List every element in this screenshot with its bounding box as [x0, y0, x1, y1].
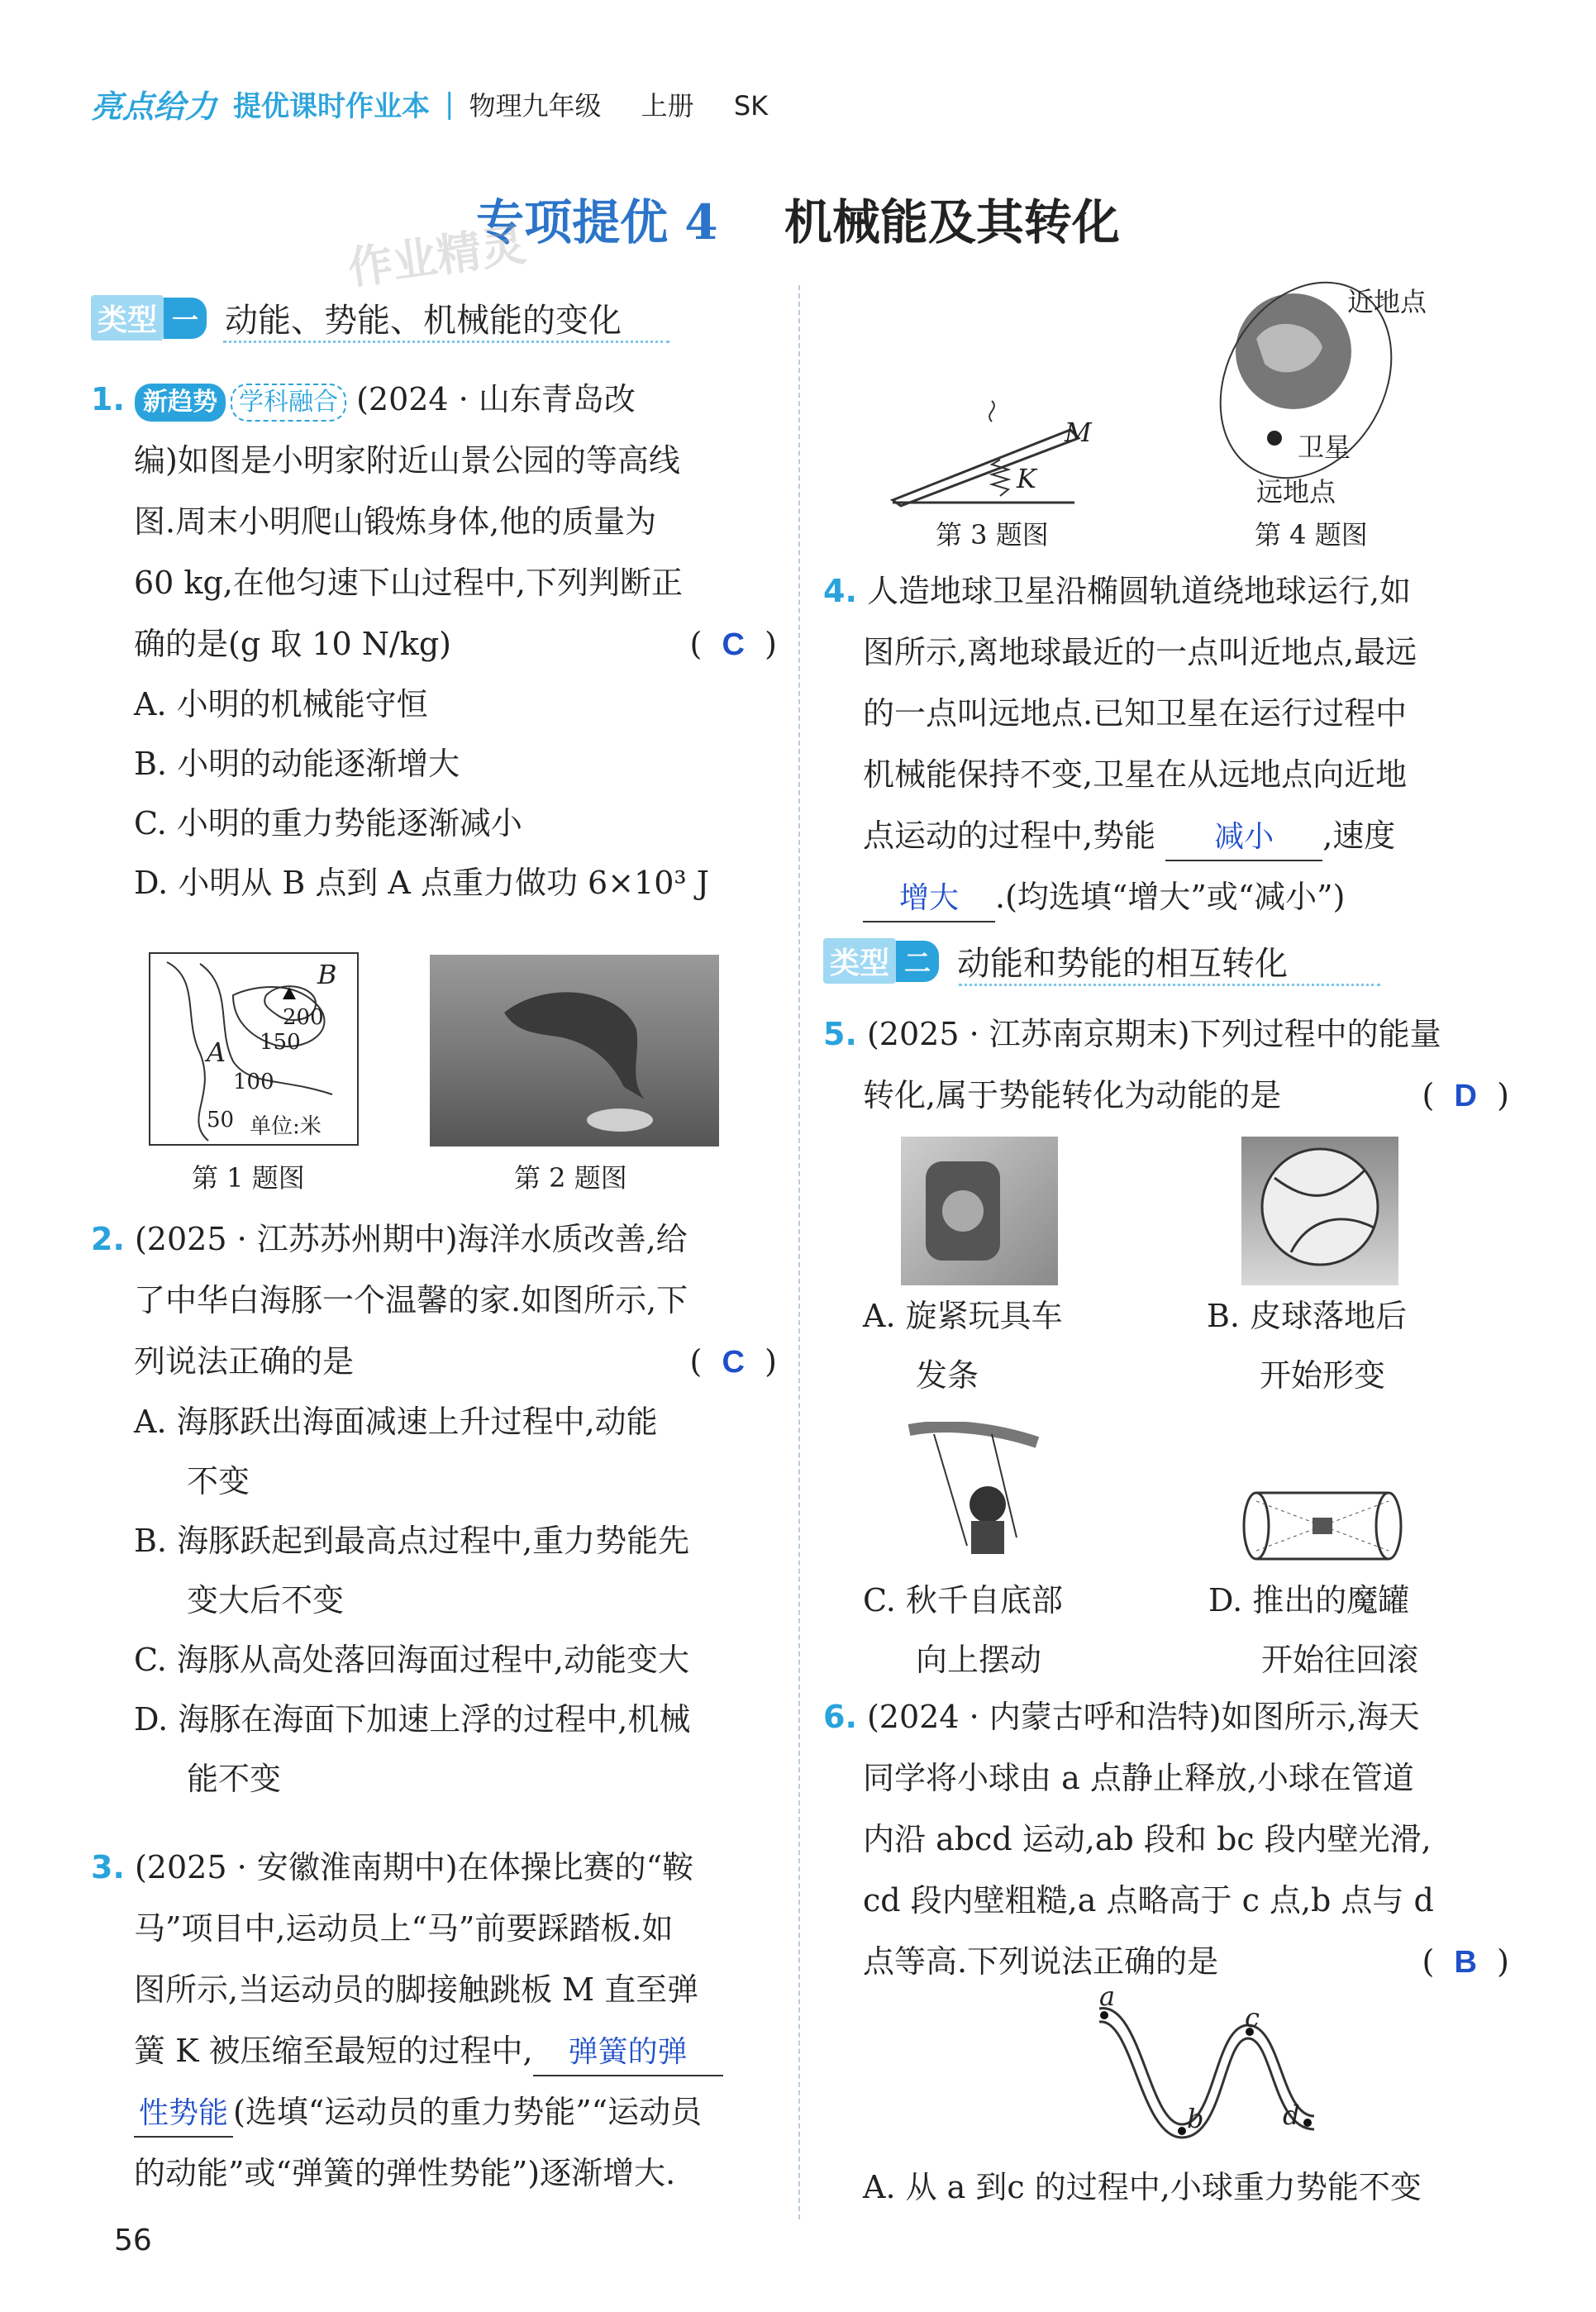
q2-option-a-cont: 不变 — [187, 1463, 250, 1499]
q4-text-0: 人造地球卫星沿椭圆轨道绕地球运行,如 — [866, 573, 1412, 609]
type2-tag: 类型 — [823, 938, 896, 984]
tree-branch — [909, 1427, 1037, 1442]
satellite-icon — [1267, 431, 1282, 446]
q1-figure-caption: 第 1 题图 — [192, 1162, 305, 1194]
q2-option-c: C. 海豚从高处落回海面过程中,动能变大 — [134, 1642, 689, 1678]
q5-option-b — [1207, 1286, 1407, 1405]
type1-tag: 类型 — [91, 295, 164, 341]
edition: SK — [733, 89, 769, 122]
q3-text-0: (2025 · 安徽淮南期中)在体操比赛的“鞍 — [134, 1849, 694, 1885]
fig4-far-label: 远地点 — [1256, 476, 1336, 508]
splash-icon — [587, 1108, 653, 1132]
q3-springboard-figure — [884, 397, 1099, 512]
q3-text-5: 的动能”或“弹簧的弹性势能”)逐渐增大. — [134, 2155, 676, 2191]
contour-unit: 单位:米 — [250, 1114, 322, 1139]
fig3-label-m: M — [1065, 417, 1092, 448]
q3-text-3: 簧 K 被压缩至最短的过程中, — [134, 2033, 533, 2069]
q5-answer-box — [1422, 1065, 1509, 1127]
q4-orbit-figure — [1190, 281, 1488, 508]
q3-fill-2[interactable]: 性势能 — [134, 2091, 233, 2138]
q2-line1 — [91, 1208, 777, 1270]
q6-text-4-row — [823, 1931, 1509, 1992]
watermark: 作业精灵 — [345, 218, 529, 295]
type2-num: 二 — [896, 941, 939, 982]
paren-close: ) — [1497, 1077, 1509, 1113]
q2-text-2: 列说法正确的是 — [134, 1343, 355, 1380]
can-weight-icon — [1313, 1518, 1332, 1534]
toy-car-svg — [901, 1137, 1058, 1285]
q6-number: 6. — [823, 1699, 857, 1735]
fig3-label-k: K — [1017, 463, 1036, 494]
q4-line1 — [823, 560, 1509, 622]
q6-text-4: 点等高.下列说法正确的是 — [863, 1943, 1219, 1980]
q1-answer-box — [690, 613, 777, 675]
orbit-svg — [1190, 281, 1488, 504]
q5-option-d-line1: D. 推出的魔罐 — [1208, 1582, 1410, 1618]
board-m — [893, 430, 1079, 506]
header-separator: | — [445, 87, 455, 121]
q2-answer-box — [690, 1331, 777, 1393]
can-left-end — [1244, 1493, 1269, 1559]
q2-option-a: A. 海豚跃出海面减速上升过程中,动能 — [134, 1404, 658, 1440]
q3-line1 — [91, 1837, 777, 1898]
q2-text-2-row — [91, 1331, 777, 1392]
q4-text-4-row — [823, 805, 1509, 866]
paren-open: ( — [689, 626, 703, 662]
paren-close: ) — [1497, 1943, 1509, 1980]
q3-figure-caption: 第 3 题图 — [936, 519, 1049, 551]
q5-option-d — [1208, 1571, 1418, 1690]
q3-text-3-row — [91, 2020, 777, 2081]
book-info — [469, 85, 799, 123]
q5-option-a-line2: 发条 — [916, 1357, 979, 1394]
contour-label-150: 150 — [260, 1030, 301, 1055]
q4-fill-1[interactable]: 减小 — [1165, 815, 1322, 861]
q1-line1 — [91, 369, 777, 430]
question-1 — [91, 369, 777, 913]
q5-option-a — [863, 1286, 1063, 1405]
dolphin-svg — [430, 955, 719, 1146]
type2-heading — [823, 937, 1288, 984]
brand-logo: 亮点给力 — [91, 88, 217, 125]
ball-icon — [1262, 1149, 1378, 1265]
q5-option-a-photo — [901, 1137, 1058, 1285]
q2-number: 2. — [91, 1221, 125, 1257]
q6-answer-box — [1422, 1931, 1509, 1993]
q3-text-2: 图所示,当运动员的脚接触跳板 M 直至弹 — [134, 1971, 699, 2008]
q4-number: 4. — [823, 573, 857, 609]
question-3 — [91, 1837, 777, 2204]
q4-text-5: ,速度 — [1322, 818, 1396, 854]
q5-text-0: (2025 · 江苏南京期末)下列过程中的能量 — [866, 1016, 1441, 1052]
page-title — [0, 184, 1596, 253]
q1-badge-trend: 新趋势 — [135, 384, 226, 422]
q1-badge-discipline: 学科融合 — [231, 384, 346, 422]
ball-svg — [1241, 1137, 1398, 1285]
contour-label-a: A — [207, 1037, 226, 1068]
question-5 — [823, 1003, 1509, 1126]
q4-text-6: .(均选填“增大”或“减小”) — [995, 879, 1346, 915]
page-number: 56 — [114, 2224, 152, 2257]
title-part2: 机械能及其转化 — [784, 194, 1120, 250]
type1-num: 一 — [164, 298, 207, 339]
question-4 — [823, 560, 1509, 927]
q5-answer: D — [1454, 1079, 1477, 1113]
q2-option-d: D. 海豚在海面下加速上浮的过程中,机械 — [134, 1701, 691, 1738]
q3-number: 3. — [91, 1849, 125, 1885]
q5-option-d-line2: 开始往回滚 — [1261, 1642, 1419, 1678]
column-divider — [798, 285, 800, 2219]
q4-text-3: 机械能保持不变,卫星在从远地点向近地 — [863, 756, 1408, 793]
tube-inner — [1099, 2022, 1314, 2138]
q6-text-3: cd 段内壁粗糙,a 点略高于 c 点,b 点与 d — [863, 1882, 1434, 1919]
q6-answer: B — [1454, 1945, 1477, 1980]
paren-close: ) — [765, 626, 777, 662]
q1-text-0: (2024 · 山东青岛改 — [356, 381, 636, 417]
q2-option-d-cont: 能不变 — [187, 1761, 282, 1797]
fig6-label-d: d — [1283, 2100, 1300, 2131]
q2-answer: C — [722, 1345, 745, 1380]
q2-text-1: 了中华白海豚一个温馨的家.如图所示,下 — [134, 1282, 688, 1318]
magic-can-svg — [1240, 1485, 1405, 1567]
q4-text-1: 图所示,离地球最近的一点叫近地点,最远 — [863, 634, 1417, 670]
fig6-label-b: b — [1187, 2103, 1204, 2134]
question-2 — [91, 1208, 777, 1809]
q5-option-d-figure — [1240, 1485, 1405, 1567]
fig4-near-label: 近地点 — [1347, 286, 1427, 317]
q5-option-c-line2: 向上摆动 — [916, 1642, 1042, 1678]
q2-option-b: B. 海豚跃起到最高点过程中,重力势能先 — [134, 1523, 690, 1559]
fig6-label-a: a — [1099, 1981, 1116, 2012]
q4-text-2: 的一点叫远地点.已知卫星在运行过程中 — [863, 695, 1408, 732]
point-b-marker — [1178, 2127, 1186, 2135]
q4-text-6-row — [823, 866, 1509, 927]
contour-label-50: 50 — [207, 1108, 235, 1132]
contour-label-200: 200 — [283, 1005, 324, 1030]
q1-option-d: D. 小明从 B 点到 A 点重力做功 6×10³ J — [134, 865, 709, 901]
q5-option-b-line1: B. 皮球落地后 — [1207, 1298, 1408, 1334]
q2-dolphin-photo — [430, 955, 719, 1146]
q1-number: 1. — [91, 381, 125, 417]
q1-answer: C — [722, 627, 745, 662]
q5-option-c — [863, 1571, 1063, 1690]
paren-open: ( — [1422, 1943, 1435, 1980]
fig6-label-c: c — [1245, 2002, 1260, 2033]
q4-figure-caption: 第 4 题图 — [1255, 519, 1368, 551]
q3-fill-1[interactable]: 弹簧的弹 — [533, 2030, 723, 2076]
q6-text-2: 内沿 abcd 运动,ab 段和 bc 段内壁光滑, — [863, 1821, 1432, 1857]
series-name: 提优课时作业本 — [233, 90, 431, 123]
question-6 — [823, 1686, 1509, 1992]
q5-text-1-row — [823, 1065, 1509, 1126]
q6-line1 — [823, 1686, 1509, 1747]
title-part1: 专项提优 4 — [476, 194, 718, 250]
paren-close: ) — [765, 1343, 777, 1380]
swing-rope-left — [934, 1434, 967, 1546]
q5-text-1: 转化,属于势能转化为动能的是 — [863, 1077, 1282, 1113]
q1-text-3: 60 kg,在他匀速下山过程中,下列判断正 — [134, 565, 683, 601]
q1-text-1: 编)如图是小明家附近山景公园的等高线 — [134, 442, 680, 479]
q1-option-b: B. 小明的动能逐渐增大 — [134, 746, 460, 782]
ball-a-icon — [1100, 2011, 1108, 2019]
q4-text-4: 点运动的过程中,势能 — [863, 818, 1156, 854]
toy-face — [942, 1190, 984, 1232]
q5-line1 — [823, 1003, 1509, 1065]
q1-contour-map — [149, 952, 359, 1146]
q1-text-4-row — [91, 613, 777, 675]
swing-svg — [901, 1422, 1041, 1571]
point-d-marker — [1303, 2119, 1312, 2127]
springboard-svg — [884, 397, 1099, 512]
q4-fill-2[interactable]: 增大 — [863, 876, 995, 922]
q2-figure-caption: 第 2 题图 — [514, 1162, 627, 1194]
tube-outer — [1099, 2009, 1314, 2124]
q3-text-1: 马”项目中,运动员上“马”前要踩踏板.如 — [134, 1910, 674, 1947]
q5-number: 5. — [823, 1016, 857, 1052]
q5-option-b-line2: 开始形变 — [1260, 1357, 1386, 1394]
page-header — [91, 81, 799, 126]
type2-label: 动能和势能的相互转化 — [957, 945, 1289, 983]
q6-text-0: (2024 · 内蒙古呼和浩特)如图所示,海天 — [866, 1699, 1420, 1735]
q3-text-4-row — [91, 2081, 777, 2143]
type1-underline — [223, 341, 669, 343]
contour-50 — [167, 962, 208, 1141]
volume: 上册 — [641, 89, 694, 122]
q3-text-4: (选填“运动员的重力势能”“运动员 — [233, 2094, 703, 2130]
contour-label-100: 100 — [233, 1070, 274, 1094]
wave-icon — [989, 401, 994, 422]
q1-text-2: 图.周末小明爬山锻炼身体,他的质量为 — [134, 503, 657, 540]
type2-underline — [959, 984, 1380, 986]
paren-open: ( — [1422, 1077, 1435, 1113]
subject: 物理九年级 — [469, 89, 602, 122]
q2-option-b-cont: 变大后不变 — [187, 1582, 345, 1618]
type1-heading — [91, 294, 622, 341]
q1-option-c: C. 小明的重力势能逐渐减小 — [134, 805, 522, 841]
type1-label: 动能、势能、机械能的变化 — [225, 302, 622, 340]
dolphin-icon — [504, 992, 645, 1099]
q2-text-0: (2025 · 江苏苏州期中)海洋水质改善,给 — [134, 1221, 688, 1257]
fig4-sat-label: 卫星 — [1298, 431, 1351, 463]
paren-open: ( — [689, 1343, 703, 1380]
q1-option-a: A. 小明的机械能守恒 — [134, 686, 428, 722]
q5-option-a-line1: A. 旋紧玩具车 — [863, 1298, 1063, 1334]
child-body-icon — [971, 1521, 1004, 1554]
q1-text-4: 确的是(g 取 10 N/kg) — [134, 626, 451, 662]
q5-option-c-line1: C. 秋千自底部 — [863, 1582, 1063, 1618]
q6-tube-figure — [1074, 1981, 1322, 2141]
q5-option-b-photo — [1241, 1137, 1398, 1285]
q5-option-c-figure — [901, 1422, 1041, 1571]
contour-label-b: B — [317, 959, 337, 990]
child-head-icon — [970, 1486, 1006, 1523]
q6-text-1: 同学将小球由 a 点静止释放,小球在管道 — [863, 1760, 1414, 1796]
q6-option-a: A. 从 a 到c 的过程中,小球重力势能不变 — [863, 2169, 1422, 2205]
can-right-end — [1376, 1493, 1401, 1559]
